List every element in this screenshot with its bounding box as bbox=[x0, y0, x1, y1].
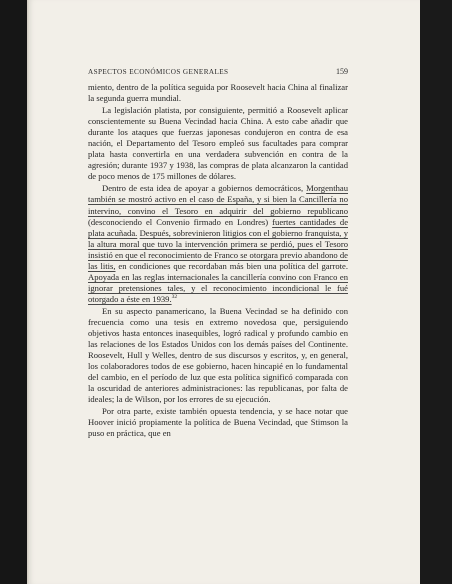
body-text bbox=[88, 82, 348, 440]
paragraph bbox=[88, 406, 348, 439]
right-background bbox=[420, 0, 452, 584]
paragraph bbox=[88, 306, 348, 405]
paragraph bbox=[88, 82, 348, 104]
paragraph bbox=[88, 105, 348, 182]
underlined-text: fuertes cantidades de plata acuñada. bbox=[88, 216, 349, 238]
text-run: Por otra parte, existe también opuesta tendencia, y se hace notar que Hoover inició propiamente la política de Buena Vecindad, que Stimson la puso en práctica, que en bbox=[88, 406, 348, 439]
text-run: La legislación platista, por consiguiente, permitió a Roosevelt aplicar conscientemente su Buena Vecindad hacia China. A esto cabe añadir que durante los ataques que fuerzas japonesas condujeron en contra de esa nación, el Departamento del Tesoro empleó sus facultades para comprar plata hasta convertirla en una verdadera subvención en contra de la agresión; durante 1937 y 1938, las compras de plata alcanzaron la cantidad de poco menos de 175 millones de dólares. bbox=[88, 105, 348, 182]
text-run: miento, dentro de la política seguida por Roosevelt hacia China al finalizar la segunda guerra mundial. bbox=[88, 82, 348, 104]
running-head: ASPECTOS ECONÓMICOS GENERALES bbox=[88, 68, 229, 76]
left-book-shadow bbox=[0, 0, 27, 584]
page-number: 159 bbox=[336, 67, 348, 76]
paragraph bbox=[88, 183, 348, 305]
page-gutter-edge bbox=[27, 0, 30, 584]
text-run: Dentro de esta idea de apoyar a gobiernos democráticos, bbox=[102, 183, 307, 194]
footnote-reference: 32 bbox=[171, 294, 178, 301]
text-run: En su aspecto panamericano, la Buena Vecindad se ha definido con frecuencia como una tesis en extremo novedosa que, persiguiendo objetivos hasta entonces inasequibles, logró radical y profundo cambio en las relaciones de los Estados Unidos con los demás países del Continente. Roosevelt, Hull y Welles, dentro de sus discursos y escritos, y, en general, los colaboradores todos de ese gobierno, hacen hincapié en lo fundamental del cambio, en el período de luz que esta política significó comparada con la oscuridad de anteriores administraciones: las republicanas, por falta de ideales; la de Wilson, por los errores de su ejecución. bbox=[88, 305, 348, 405]
text-run: en condiciones que recordaban más bien una política del garrote. bbox=[115, 260, 348, 271]
text-run: (desconociendo el Convenio firmado en Londres) bbox=[88, 216, 273, 227]
underlined-text: Apoyada en las reglas internacionales la cancillería convino con Franco en ignorar pretensiones tales, y el reconocimiento incondicional le fué otorgado a éste en 1939. bbox=[88, 271, 348, 304]
underlined-text: Después, sobrevinieron litigios con el gobierno franquista, y la altura moral que tuvo la intervención primera se perdió, pues el Tesoro insistió en que el reconocimiento de Franco se otorgara previo abandono de las litis, bbox=[88, 227, 348, 271]
underlined-text: Morgenthau también se mostró activo en el caso de España, y si bien la Cancillería no intervino, convino el Tesoro en adquirir del gobierno republicano bbox=[88, 183, 348, 216]
